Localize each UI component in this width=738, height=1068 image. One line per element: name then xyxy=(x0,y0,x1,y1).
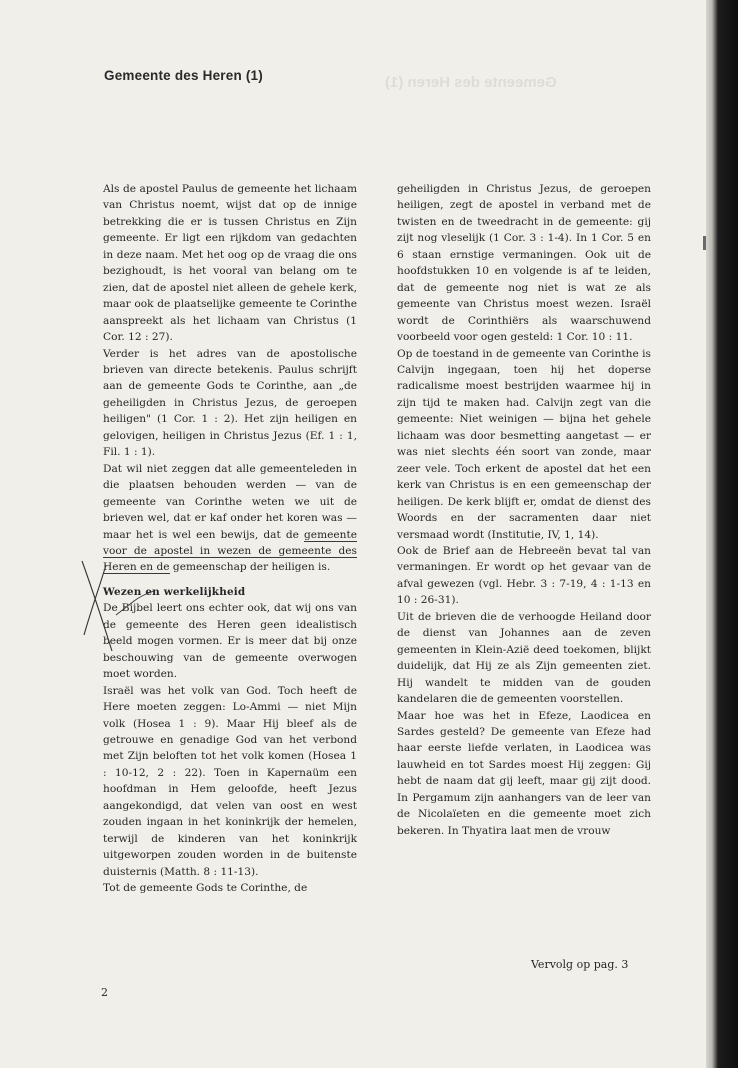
right-column xyxy=(397,181,651,839)
paragraph: Israël was het volk van God. Toch heeft de Here moeten zeggen: Lo-Ammi — niet Mijn volk (Hosea 1 : 9). Maar Hij bleef als de getrouwe en genadige God van het verbond met Zijn beloften tot het volk komen (Hosea 1 : 10-12, 2 : 22). Toen in Kapernaüm een hoofdman in Hem geloofde, heeft Jezus aangekondigd, dat velen van oost en west zouden ingaan in het koninkrijk der hemelen, terwijl de kinderen van het koninkrijk uitgeworpen zouden worden in de buitenste duisternis (Matth. 8 : 11-13). xyxy=(103,684,357,878)
section-heading: Wezen en werkelijkheid xyxy=(103,585,246,598)
paragraph xyxy=(103,461,357,576)
left-column xyxy=(103,181,357,896)
paragraph: Tot de gemeente Gods te Corinthe, de xyxy=(103,882,308,895)
continued-on-page: Vervolg op pag. 3 xyxy=(531,958,629,971)
bleed-through-title: Gemeente des Heren (1) xyxy=(385,74,557,91)
page-number: 2 xyxy=(101,986,108,999)
paragraph: Verder is het adres van de apostolische brieven van directe betekenis. Paulus schrijft aan de gemeente Gods te Corinthe, aan „de geheiligden in Christus Jezus, de geroepen heiligen" (1 Cor. 1 : 2). Het zijn heiligen en gelovigen, heiligen in Christus Jezus (Ef. 1 : 1, Fil. 1 : 1). xyxy=(103,347,357,459)
paragraph: Maar hoe was het in Efeze, Laodicea en Sardes gesteld? De gemeente van Efeze had haar eerste liefde verlaten, in Laodicea was lauwheid en tot Sardes moest Hij zeggen: Gij hebt de naam dat gij leeft, maar gij zijt dood. In Pergamum zijn aanhangers van de leer van de Nicolaïeten en die gemeente moet zich bekeren. In Thyatira laat men de vrouw xyxy=(397,709,651,837)
paragraph: Ook de Brief aan de Hebreeën bevat tal van vermaningen. Er wordt op het gevaar van de afval gewezen (vgl. Hebr. 3 : 7-19, 4 : 1-13 en 10 : 26-31). xyxy=(397,544,651,607)
page-title: Gemeente des Heren (1) xyxy=(104,68,263,83)
paragraph: geheiligden in Christus Jezus, de geroepen heiligen, zegt de apostel in verband met de twisten en de tweedracht in de gemeente: gij zijt nog vleselijk (1 Cor. 3 : 1-4). In 1 Cor. 5 en 6 staan ernstige vermaningen. Ook uit de hoofdstukken 10 en volgende is af te leiden, dat de gemeente nog niet is wat ze als gemeente van Christus moest wezen. Israël wordt de Corinthiërs als waarschuwend voorbeeld voor ogen gesteld: 1 Cor. 10 : 11. xyxy=(397,183,651,344)
paragraph-text: gemeenschap der heiligen is. xyxy=(169,561,331,574)
paragraph: De Bijbel leert ons echter ook, dat wij ons van de gemeente des Heren geen idealistisch beeld mogen vormen. Er is meer dat bij onze beschouwing van de gemeente overwogen moet worden. xyxy=(103,602,357,681)
paragraph: Op de toestand in de gemeente van Corinthe is Calvijn ingegaan, toen hij het doperse radicalisme moest bestrijden waarmee hij in zijn tijd te maken had. Calvijn zegt van die gemeente: Niet weinigen — bijna het gehele lichaam was door besmetting aangetast — er was niet slechts één soort van zonde, maar zeer vele. Toch erkent de apostel dat het een kerk van Christus is en een gemeenschap der heiligen. De kerk blijft er, omdat de dienst des Woords en der sacramenten daar niet versmaad wordt (Institutie, IV, 1, 14). xyxy=(397,347,651,541)
paragraph-text: Dat wil niet zeggen dat alle gemeenteleden in die plaatsen behouden werden — van de gemeente van Corinthe weten we uit de brieven wel, dat er kaf onder het koren was — maar het is wel een bewijs, dat de xyxy=(103,462,357,541)
paragraph: Uit de brieven die de verhoogde Heiland door de dienst van Johannes aan de zeven gemeenten in Klein-Azië deed toekomen, blijkt duidelijk, dat Hij ze als Zijn gemeenten ziet. Hij wandelt te midden van de gouden kandelaren die de gemeenten voorstellen. xyxy=(397,610,651,706)
hand-underlined-text: gemeente voor de apostel in wezen de gemeente des Heren en de xyxy=(103,528,357,574)
scan-edge-shadow xyxy=(706,0,738,1068)
paragraph: Als de apostel Paulus de gemeente het lichaam van Christus noemt, wijst dat op de innige betrekking die er is tussen Christus en Zijn gemeente. Er ligt een rijkdom van gedachten in deze naam. Met het oog op de vraag die ons bezighoudt, is het vooral van belang om te zien, dat de apostel niet alleen de gehele kerk, maar ook de plaatselijke gemeente te Corinthe aanspreekt als het lichaam van Christus (1 Cor. 12 : 27). xyxy=(103,183,357,344)
